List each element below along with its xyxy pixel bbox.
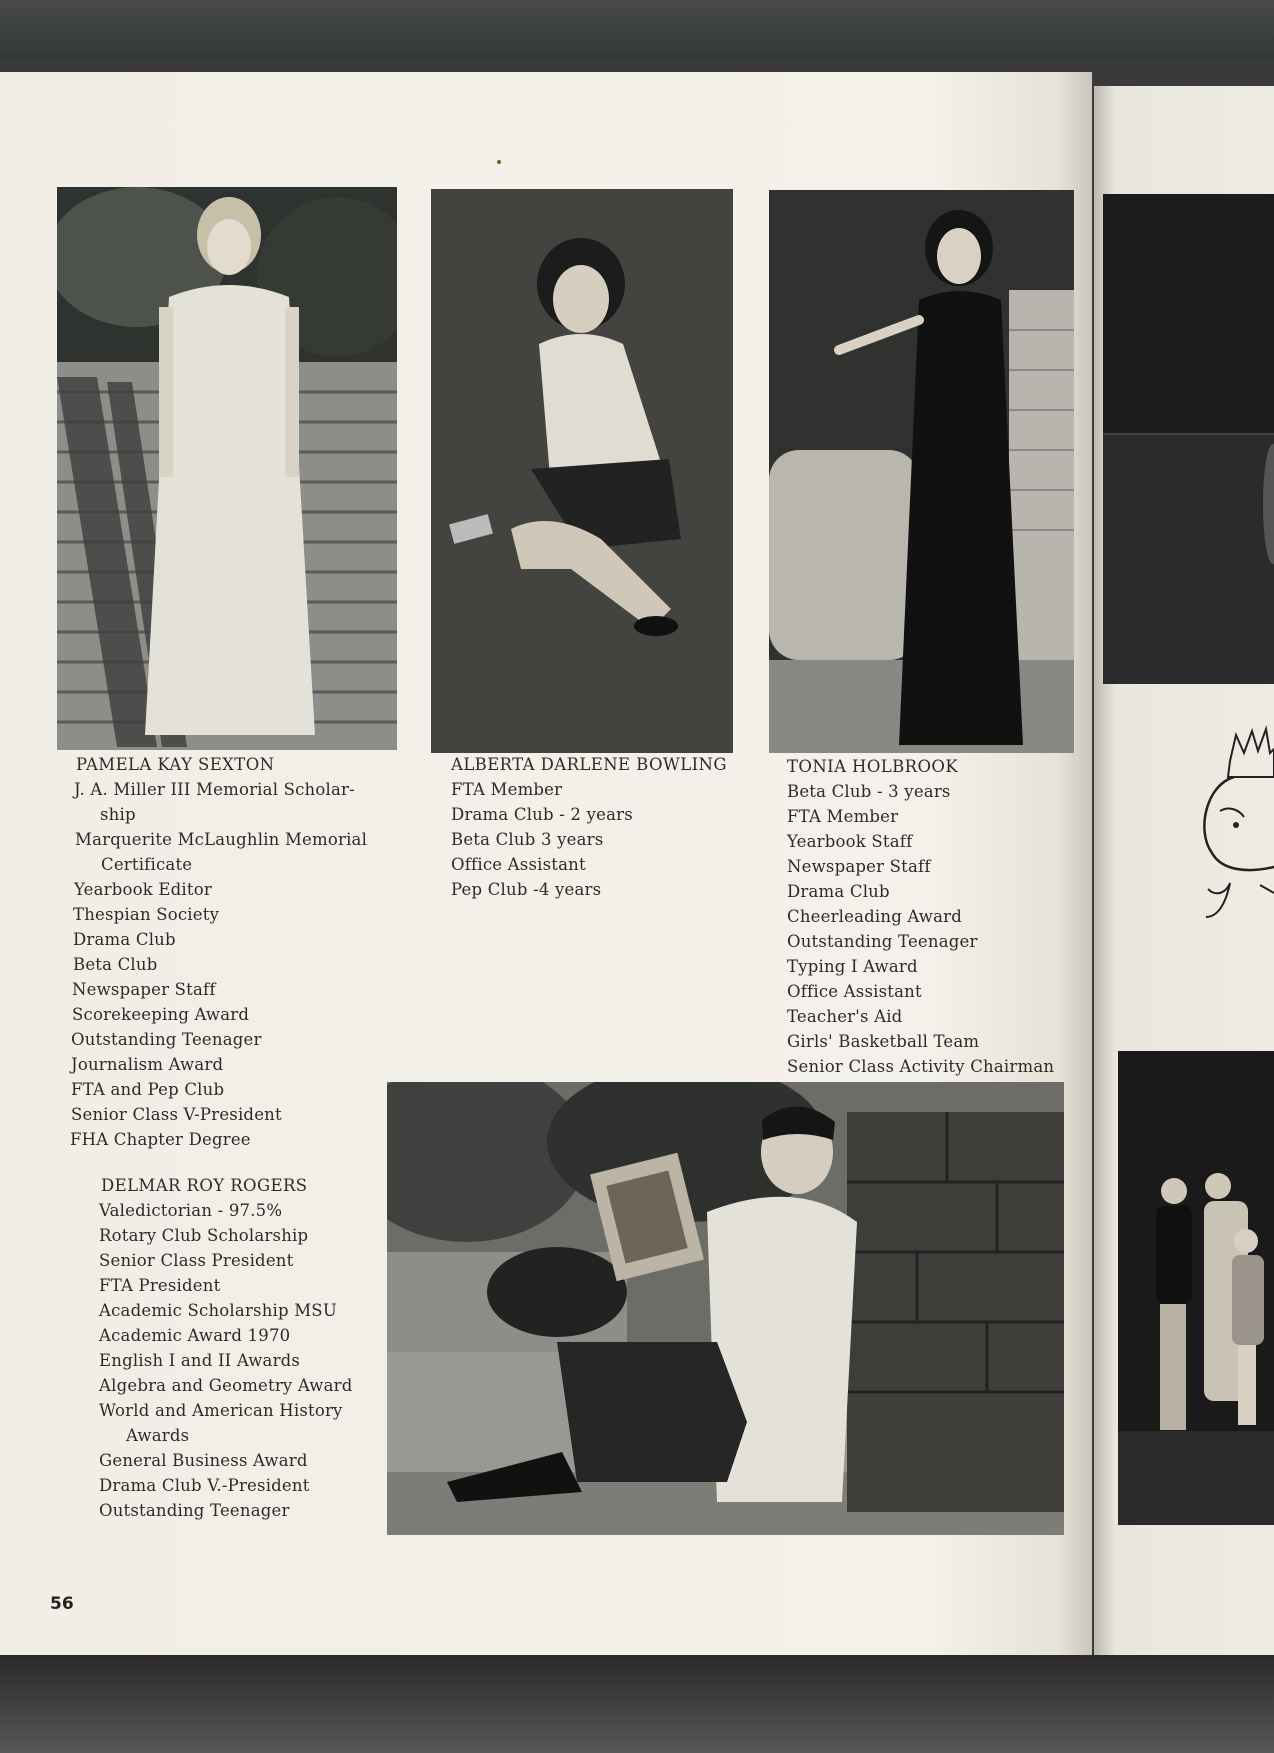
honor-item: Senior Class Activity Chairman bbox=[787, 1057, 1055, 1076]
honor-item: Scorekeeping Award bbox=[72, 1005, 250, 1024]
honor-item: Newspaper Staff bbox=[787, 857, 931, 876]
adjacent-photo-top bbox=[1103, 194, 1274, 684]
student-name: DELMAR ROY ROGERS bbox=[101, 1176, 308, 1195]
photo-alberta-bowling bbox=[431, 189, 733, 753]
honor-item: English I and II Awards bbox=[99, 1351, 301, 1370]
honor-item: Senior Class V-President bbox=[71, 1105, 282, 1124]
honor-item: FTA Member bbox=[787, 807, 899, 826]
honor-item: Drama Club bbox=[787, 882, 890, 901]
honor-item: Office Assistant bbox=[451, 855, 586, 874]
scanner-background-bottom bbox=[0, 1655, 1274, 1753]
honor-item: Algebra and Geometry Award bbox=[99, 1376, 353, 1395]
honor-item: Beta Club - 3 years bbox=[787, 782, 951, 801]
honor-item: Awards bbox=[126, 1426, 190, 1445]
honor-item: FHA Chapter Degree bbox=[70, 1130, 251, 1149]
caption-tonia-holbrook bbox=[787, 754, 1054, 1079]
honor-item: Yearbook Staff bbox=[787, 832, 913, 851]
honor-item: Teacher's Aid bbox=[787, 1007, 903, 1026]
honor-item: Outstanding Teenager bbox=[99, 1501, 290, 1520]
honor-item: Journalism Award bbox=[71, 1055, 224, 1074]
honor-item: Beta Club bbox=[73, 955, 158, 974]
honor-item: General Business Award bbox=[99, 1451, 308, 1470]
honor-item: Drama Club bbox=[73, 930, 176, 949]
photo-pamela-sexton bbox=[57, 187, 397, 750]
honor-item: Newspaper Staff bbox=[72, 980, 216, 999]
honor-item: Yearbook Editor bbox=[74, 880, 212, 899]
adjacent-photo-bottom bbox=[1118, 1051, 1274, 1525]
honor-item: Girls' Basketball Team bbox=[787, 1032, 980, 1051]
honor-item: World and American History bbox=[99, 1401, 343, 1420]
honor-item: Beta Club 3 years bbox=[451, 830, 604, 849]
photo-delmar-rogers bbox=[387, 1082, 1064, 1535]
honor-item: Marquerite McLaughlin Memorial bbox=[75, 830, 368, 849]
honor-item: Valedictorian - 97.5% bbox=[99, 1201, 283, 1220]
honor-item: ship bbox=[100, 805, 136, 824]
honor-item: Academic Award 1970 bbox=[99, 1326, 291, 1345]
honor-item: Rotary Club Scholarship bbox=[99, 1226, 309, 1245]
honor-item: Drama Club V.-President bbox=[99, 1476, 310, 1495]
honor-item: FTA and Pep Club bbox=[71, 1080, 225, 1099]
honor-item: Thespian Society bbox=[73, 905, 220, 924]
honor-item: Typing I Award bbox=[787, 957, 918, 976]
caption-delmar-rogers bbox=[99, 1173, 352, 1523]
caption-pamela-sexton bbox=[68, 752, 367, 1152]
photo-tonia-holbrook bbox=[769, 190, 1074, 753]
student-name: ALBERTA DARLENE BOWLING bbox=[451, 755, 727, 774]
caption-alberta-bowling bbox=[451, 752, 727, 902]
honor-item: Cheerleading Award bbox=[787, 907, 963, 926]
ink-speck bbox=[497, 160, 501, 164]
honor-item: Pep Club -4 years bbox=[451, 880, 602, 899]
honor-item: Academic Scholarship MSU bbox=[99, 1301, 337, 1320]
honor-item: FTA President bbox=[99, 1276, 221, 1295]
honor-item: Office Assistant bbox=[787, 982, 922, 1001]
honor-item: Drama Club - 2 years bbox=[451, 805, 633, 824]
honor-item: J. A. Miller III Memorial Scholar- bbox=[74, 780, 355, 799]
honor-item: Certificate bbox=[101, 855, 193, 874]
honor-item: Senior Class President bbox=[99, 1251, 294, 1270]
honor-item: Outstanding Teenager bbox=[787, 932, 978, 951]
adjacent-page bbox=[1094, 86, 1274, 1655]
honor-item: Outstanding Teenager bbox=[71, 1030, 262, 1049]
student-name: PAMELA KAY SEXTON bbox=[76, 755, 275, 774]
honor-item: FTA Member bbox=[451, 780, 563, 799]
cartoon-king-icon bbox=[1200, 721, 1274, 951]
scanner-background-top bbox=[0, 0, 1274, 60]
student-name: TONIA HOLBROOK bbox=[787, 757, 959, 776]
page-number: 56 bbox=[50, 1594, 74, 1614]
